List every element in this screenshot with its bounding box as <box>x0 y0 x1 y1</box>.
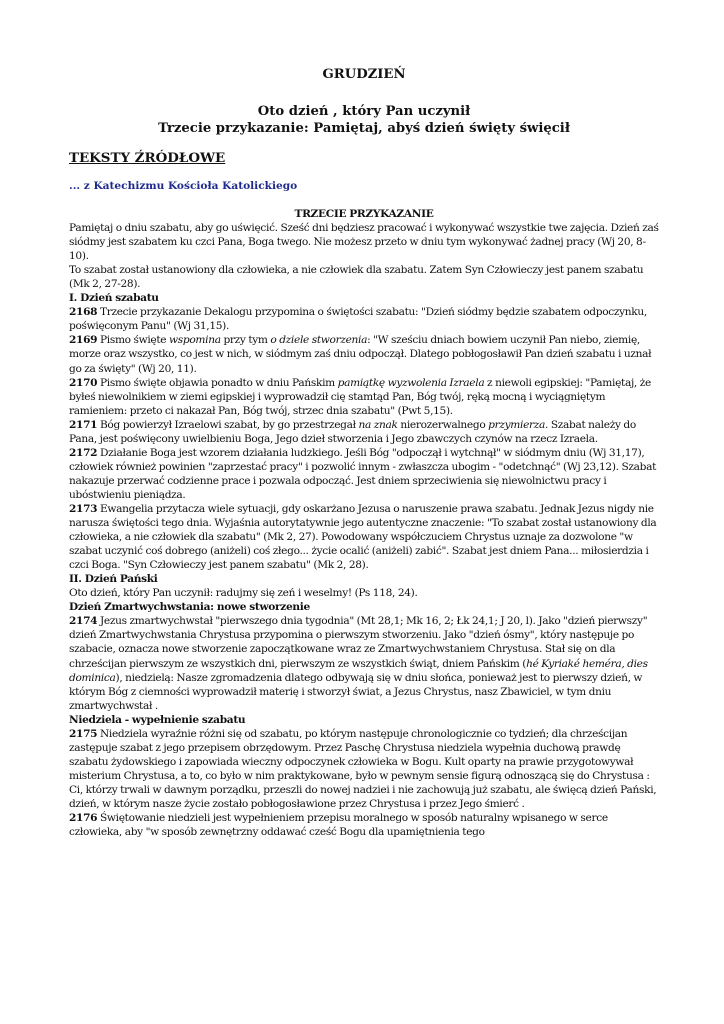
paragraph-2174 <box>69 614 659 712</box>
italic-text: pamiątkę wyzwolenia Izraela <box>337 376 485 389</box>
paragraph-number: 2168 <box>69 306 98 319</box>
paragraph-2171 <box>69 418 659 446</box>
paragraph-number: 2173 <box>69 502 98 515</box>
document-page <box>69 66 659 839</box>
paragraph-text: Pismo święte objawia ponadto w dniu Pańskim <box>97 376 338 389</box>
paragraph-2170 <box>69 376 659 418</box>
paragraph-text: ), niedzielą: Nasze zgromadzenia dlatego odbywają się w dniu słońca, ponieważ jest to pierwszy dzień, w którym Bóg z ciemności wyprowadził materię i stworzył świat, a Jezus Chrystus, nasz Zbawiciel, w tym dniu zmartwychwstał . <box>69 671 643 712</box>
paragraph-number: 2169 <box>69 334 98 347</box>
paragraph-text: Trzecie przykazanie Dekalogu przypomina o świętości szabatu: "Dzień siódmy będzie szabatem odpoczynku, poświęconym Panu" (Wj 31,15). <box>69 306 647 333</box>
paragraph-2173 <box>69 502 659 572</box>
paragraph-number: 2175 <box>69 727 98 740</box>
paragraph-number: 2176 <box>69 812 98 825</box>
intro-paragraph-1: Pamiętaj o dniu szabatu, aby go uświęcić. Sześć dni będziesz pracować i wykonywać wszystkie twe zajęcia. Dzień zaś siódmy jest szabatem ku czci Pana, Boga twego. Nie możesz przeto w dniu tym wykonywać żadnej pracy (Wj 20, 8-10). <box>69 222 659 263</box>
paragraph-2172 <box>69 446 659 502</box>
month-title: GRUDZIEŃ <box>322 67 406 82</box>
heading-resurrection-day: Dzień Zmartwychwstania: nowe stworzenie <box>69 601 310 614</box>
italic-text: przymierza <box>488 418 546 431</box>
section-title: TEKSTY ŹRÓDŁOWE <box>69 150 226 166</box>
paragraph-text: Bóg powierzył Izraelowi szabat, by go przestrzegał <box>97 418 359 431</box>
paragraph-2169 <box>69 333 659 375</box>
paragraph-text: Pismo święte <box>97 334 170 347</box>
catechism-text <box>69 207 659 839</box>
paragraph-text: Świętowanie niedzieli jest wypełnieniem przepisu moralnego w sposób naturalny wpisanego w serce człowieka, aby "w sposób zewnętrzny oddawać cześć Bogu dla upamiętnienia tego <box>69 812 608 839</box>
paragraph-2175 <box>69 727 659 783</box>
paragraph-number: 2174 <box>69 615 98 628</box>
source-label: ... z Katechizmu Kościoła Katolickiego <box>69 180 298 192</box>
paragraph-2176 <box>69 811 659 839</box>
psalm-line: Oto dzień, który Pan uczynił: radujmy się zeń i weselmy! (Ps 118, 24). <box>69 587 418 600</box>
paragraph-text: Niedziela wyraźnie różni się od szabatu, po którym następuje chronologicznie co tydzień; dla chrześcijan zastępuje szabat z jego przepisem obrzędowym. Przez Paschę Chrystusa niedziela wypełnia duchową prawdę szabatu żydowskiego i zapowiada wieczny odpoczynek człowieka w Bogu. Kult oparty na prawie przygotowywał misterium Chrystusa, a to, co było w nim praktykowane, było w pewnym sensie figurą odnoszącą się do Chrystusa : <box>69 727 650 782</box>
intro-paragraph-2: To szabat został ustanowiony dla człowieka, a nie człowiek dla szabatu. Zatem Syn Człowieczy jest panem szabatu (Mk 2, 27-28). <box>69 264 644 291</box>
paragraph-text: : "W sześciu dniach bowiem uczynił Pan niebo, ziemię, morze oraz wszystko, co jest w nich, w siódmym zaś dniu odpoczął. Dlatego pobłogosławił Pan dzień szabatu i uznał go za święty" (Wj 20, 11). <box>69 334 652 375</box>
paragraph-number: 2172 <box>69 446 98 459</box>
paragraph-number: 2171 <box>69 418 98 431</box>
paragraph-text: Działanie Boga jest wzorem działania ludzkiego. Jeśli Bóg "odpoczął i wytchnął" w siódmym dniu (Wj 31,17), człowiek również powinien "zaprzestać pracy" i pozwolić innym - zwłaszcza ubogim - "odetchnąć" (Wj 23,12). Szabat nakazuje przerwać codzienne prace i pozwala odpocząć. Jest dniem sprzeciwienia się niewolnictwu pracy i ubóstwieniu pieniądza. <box>69 446 657 501</box>
paragraph-text: Jezus zmartwychwstał "pierwszego dnia tygodnia" (Mt 28,1; Mk 16, 2; Łk 24,1; J 20, l). Jako "dzień pierwszy" dzień Zmartwychwstania Chrystusa przypomina o pierwszym stworzeniu. Jako "dzień ósmy", który następuje po szabacie, oznacza nowe stworzenie zapoczątkowane wraz ze Zmartwychwstaniem Chrystusa. Stał się on dla chrześcijan pierwszym ze wszystkich dni, pierwszym ze wszystkich świąt, dniem Pańskim ( <box>69 615 648 670</box>
paragraph-text: z niewoli egipskiej: "Pamiętaj, że byłeś niewolnikiem w ziemi egipskiej i wyprowadził cię stamtąd Pan, Bóg twój, ręką mocną i wyciągniętym ramieniem: przeto ci nakazał Pan, Bóg twój, strzec dnia szabatu" (Pwt 5,15). <box>69 376 651 417</box>
paragraph-number: 2170 <box>69 376 98 389</box>
italic-text: wspomina <box>169 334 221 347</box>
paragraph-2168 <box>69 305 659 333</box>
subtitle-line-1: Oto dzień , który Pan uczynił <box>257 104 471 119</box>
paragraph-text: . Szabat należy do Pana, jest poświęcony uwielbieniu Boga, Jego dzieł stworzenia i Jego zbawczych czynów na rzecz Izraela. <box>69 418 636 445</box>
italic-text: hé Kyriaké heméra, dies dominica <box>69 657 648 684</box>
heading-lords-day: II. Dzień Pański <box>69 573 158 586</box>
subtitle-line-2: Trzecie przykazanie: Pamiętaj, abyś dzień święty święcił <box>158 121 570 136</box>
paragraph-text: nierozerwalnego <box>397 418 489 431</box>
paragraph-text: Ewangelia przytacza wiele sytuacji, gdy oskarżano Jezusa o naruszenie prawa szabatu. Jednak Jezus nigdy nie narusza świętości tego dnia. Wyjaśnia autorytatywnie jego autentyczne znaczenie: "To szabat został ustanowiony dla człowieka, a nie człowiek dla szabatu" (Mk 2, 27). Powodowany współczuciem Chrystus uznaje za dozwolone "w szabat uczynić coś dobrego (aniżeli) coś złego... życie ocalić (aniżeli) zabić". Szabat jest dniem Pana... miłosierdzia i czci Boga. "Syn Człowieczy jest panem szabatu" (Mk 2, 28). <box>69 502 657 572</box>
heading-sabbath-day: I. Dzień szabatu <box>69 292 159 305</box>
italic-text: na znak <box>358 418 398 431</box>
paragraph-2175-continued: Ci, którzy trwali w dawnym porządku, przeszli do nowej nadziei i nie zachowują już szabatu, ale święcą dzień Pański, dzień, w którym nasze życie zostało pobłogosławione przez Chrystusa i przez Jego śmierć . <box>69 783 657 810</box>
paragraph-text: przy tym <box>220 334 271 347</box>
italic-text: o dziele stworzenia <box>270 334 368 347</box>
heading-sunday-fulfillment: Niedziela - wypełnienie szabatu <box>69 713 246 726</box>
commandment-heading: TRZECIE PRZYKAZANIE <box>294 208 434 220</box>
